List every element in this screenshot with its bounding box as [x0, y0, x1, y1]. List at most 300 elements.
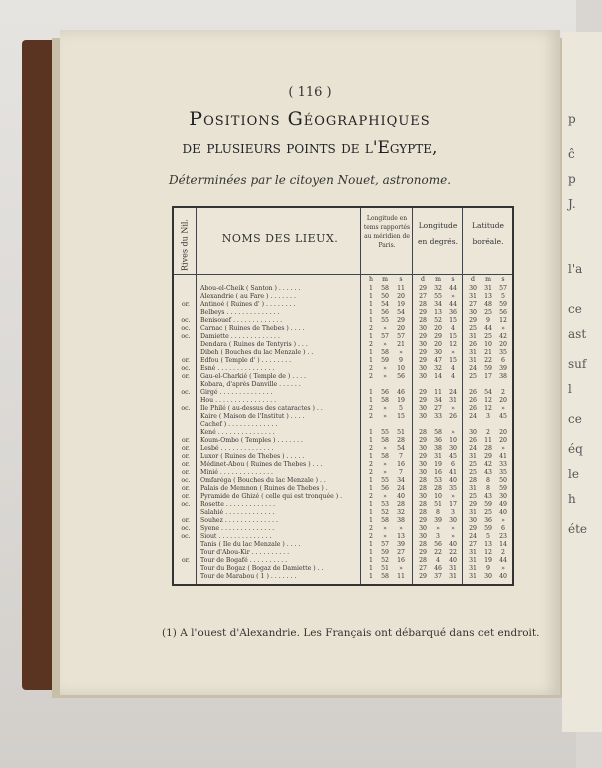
row-value: »	[399, 565, 403, 572]
row-value: 35	[499, 349, 507, 356]
row-value: 44	[499, 557, 507, 564]
row-value: 30	[449, 517, 457, 524]
row-value: »	[501, 517, 505, 524]
row-value: 51	[381, 565, 389, 572]
row-value: 27	[397, 549, 405, 556]
row-value: 3	[486, 413, 490, 420]
header-longitude-degres: Longitude en degrés.	[418, 221, 458, 246]
row-value: 8	[486, 477, 490, 484]
right-page-text-fragment: éq	[568, 442, 583, 456]
row-value: 57	[381, 541, 389, 548]
row-place-name: Pyramide de Ghizé ( celle qui est tronquée ) .	[200, 493, 343, 500]
row-value: 44	[484, 325, 492, 332]
row-value: 28	[419, 429, 427, 436]
row-value: 4	[451, 365, 455, 372]
row-rive: or.	[182, 485, 190, 492]
right-page-text-fragment: ast	[568, 327, 587, 341]
row-value: 7	[399, 469, 403, 476]
row-value: 28	[434, 485, 442, 492]
row-value: 31	[469, 357, 477, 364]
page-title-line1: Positions Géographiques	[189, 108, 431, 130]
unit-label: d	[421, 276, 425, 283]
row-value: 54	[397, 445, 405, 452]
row-value: 33	[499, 461, 507, 468]
row-value: 22	[434, 549, 442, 556]
row-value: 30	[419, 341, 427, 348]
row-value: 58	[381, 573, 389, 580]
row-place-name: Kobara, d'après Danville . . . . . .	[200, 381, 301, 388]
right-page-text-fragment: l'a	[568, 262, 583, 276]
row-value: 45	[449, 453, 457, 460]
row-value: 8	[486, 485, 490, 492]
row-value: 2	[501, 389, 505, 396]
row-value: 2	[369, 341, 373, 348]
row-value: 15	[449, 333, 457, 340]
row-place-name: Tour du Bogaz ( Bogaz de Damiette ) . .	[200, 565, 324, 572]
row-value: 15	[449, 317, 457, 324]
row-rive: oc.	[181, 525, 191, 532]
row-value: 12	[499, 317, 507, 324]
row-value: 28	[419, 541, 427, 548]
row-value: 32	[434, 285, 442, 292]
row-place-name: Koum-Ombo ( Temples ) . . . . . . .	[200, 437, 303, 444]
row-rive: oc.	[181, 533, 191, 540]
row-value: 27	[469, 541, 477, 548]
right-page-text-fragment: p	[568, 112, 576, 126]
row-value: 27	[419, 565, 427, 572]
row-value: »	[383, 445, 387, 452]
unit-label: d	[471, 276, 475, 283]
row-value: 58	[381, 397, 389, 404]
row-value: 37	[434, 573, 442, 580]
row-value: 57	[381, 333, 389, 340]
row-value: »	[383, 493, 387, 500]
row-value: 31	[434, 453, 442, 460]
right-page-text-fragment: h	[568, 492, 576, 506]
row-place-name: Minié . . . . . . . . . . . . . .	[200, 469, 274, 476]
row-value: 2	[369, 525, 373, 532]
row-value: 26	[469, 389, 477, 396]
row-value: 1	[369, 565, 373, 572]
row-rive: oc.	[181, 405, 191, 412]
row-place-name: Syene . . . . . . . . . . . . . .	[200, 525, 275, 532]
row-value: 19	[397, 397, 405, 404]
row-value: 28	[419, 301, 427, 308]
row-value: 29	[419, 517, 427, 524]
row-value: 32	[434, 365, 442, 372]
row-value: 12	[484, 397, 492, 404]
row-value: 31	[449, 565, 457, 572]
row-value: 4	[451, 373, 455, 380]
row-rive: or.	[182, 437, 190, 444]
row-value: 26	[469, 405, 477, 412]
row-value: 17	[449, 501, 457, 508]
row-value: 24	[449, 389, 457, 396]
row-value: 31	[484, 285, 492, 292]
table-row	[174, 573, 512, 582]
row-place-name: Kaire ( Maison de l'Institut ) . . . .	[200, 413, 305, 420]
row-value: 31	[449, 397, 457, 404]
row-value: 41	[499, 453, 507, 460]
row-value: 29	[419, 397, 427, 404]
row-value: 3	[436, 533, 440, 540]
row-value: 17	[484, 373, 492, 380]
row-value: 19	[397, 301, 405, 308]
row-value: 30	[469, 429, 477, 436]
row-value: 28	[484, 445, 492, 452]
unit-label: m	[485, 276, 491, 283]
row-value: 58	[434, 429, 442, 436]
row-place-name: Dibeh ( Bouches du lac Menzale ) . .	[200, 349, 314, 356]
row-value: 2	[369, 325, 373, 332]
row-value: 1	[369, 517, 373, 524]
row-value: 34	[397, 477, 405, 484]
row-value: 1	[369, 477, 373, 484]
row-value: 1	[369, 357, 373, 364]
row-value: »	[501, 565, 505, 572]
row-place-name: Cachef ) . . . . . . . . . . . . .	[200, 421, 278, 428]
row-value: »	[501, 405, 505, 412]
row-value: 6	[451, 461, 455, 468]
row-value: 30	[419, 525, 427, 532]
row-value: 11	[434, 389, 442, 396]
row-place-name: Alexandrie ( au Fare ) . . . . . . .	[200, 293, 296, 300]
row-rive: oc.	[181, 333, 191, 340]
row-value: 52	[381, 509, 389, 516]
row-value: 3	[451, 509, 455, 516]
row-value: »	[383, 469, 387, 476]
row-value: 39	[434, 517, 442, 524]
row-value: 9	[486, 565, 490, 572]
row-value: 31	[449, 573, 457, 580]
row-value: 1	[369, 333, 373, 340]
row-value: 59	[499, 301, 507, 308]
row-value: 42	[484, 461, 492, 468]
row-value: 1	[369, 317, 373, 324]
row-value: 31	[469, 509, 477, 516]
row-value: »	[451, 525, 455, 532]
right-page-text-fragment: éte	[568, 522, 588, 536]
row-place-name: Gau-el-Charkié ( Temple de ) . . . .	[200, 373, 307, 380]
row-value: 15	[449, 357, 457, 364]
row-value: 31	[469, 293, 477, 300]
row-value: 39	[397, 541, 405, 548]
row-value: 30	[419, 405, 427, 412]
row-value: 4	[451, 325, 455, 332]
row-value: »	[451, 533, 455, 540]
header-rives: Rives du Nil.	[180, 219, 190, 271]
row-value: 2	[369, 445, 373, 452]
row-value: 30	[469, 517, 477, 524]
row-value: 25	[484, 509, 492, 516]
row-value: 40	[449, 477, 457, 484]
row-value: 59	[484, 525, 492, 532]
row-value: 2	[369, 493, 373, 500]
row-value: »	[383, 325, 387, 332]
row-value: 25	[484, 333, 492, 340]
row-value: 58	[381, 453, 389, 460]
row-value: »	[436, 525, 440, 532]
row-value: 10	[397, 365, 405, 372]
row-value: 10	[434, 493, 442, 500]
row-value: 1	[369, 501, 373, 508]
row-value: 59	[381, 549, 389, 556]
row-value: 30	[469, 285, 477, 292]
row-value: 35	[499, 469, 507, 476]
row-value: »	[399, 349, 403, 356]
row-rive: oc.	[181, 477, 191, 484]
row-value: 26	[469, 437, 477, 444]
row-rive: or.	[182, 301, 190, 308]
row-value: 31	[469, 565, 477, 572]
row-value: 1	[369, 509, 373, 516]
row-place-name: Luxor ( Ruines de Thebes ) . . . . .	[200, 453, 305, 460]
row-value: 1	[369, 285, 373, 292]
row-value: 20	[499, 429, 507, 436]
row-value: 31	[469, 349, 477, 356]
row-value: 24	[469, 413, 477, 420]
row-value: 27	[469, 301, 477, 308]
row-value: 29	[469, 317, 477, 324]
row-place-name: Girgé . . . . . . . . . . . . . .	[200, 389, 273, 396]
row-place-name: Tour d'Abou-Kir . . . . . . . . . .	[200, 549, 290, 556]
row-value: 30	[484, 573, 492, 580]
row-value: 20	[499, 397, 507, 404]
row-value: 7	[399, 453, 403, 460]
header-longitude-temps: Longitude en tems rapportés au méridien de Paris.	[363, 215, 411, 249]
row-value: 1	[369, 293, 373, 300]
row-value: 16	[397, 461, 405, 468]
row-value: 49	[499, 501, 507, 508]
row-rive: oc.	[181, 325, 191, 332]
row-value: 29	[419, 333, 427, 340]
row-value: 13	[434, 309, 442, 316]
unit-label: m	[382, 276, 388, 283]
row-value: 58	[381, 349, 389, 356]
row-value: 1	[369, 309, 373, 316]
row-value: 28	[397, 501, 405, 508]
row-value: 25	[469, 461, 477, 468]
row-value: 19	[484, 557, 492, 564]
row-value: 30	[419, 365, 427, 372]
row-value: 21	[397, 341, 405, 348]
row-value: 1	[369, 549, 373, 556]
row-value: 19	[434, 461, 442, 468]
row-value: 2	[369, 405, 373, 412]
row-value: 30	[419, 493, 427, 500]
row-place-name: Edfou ( Temple d' ) . . . . . . . .	[200, 357, 292, 364]
row-value: 56	[381, 485, 389, 492]
row-value: 44	[449, 285, 457, 292]
row-rive: or.	[182, 517, 190, 524]
row-value: 30	[419, 325, 427, 332]
row-value: 31	[469, 333, 477, 340]
row-value: 33	[434, 413, 442, 420]
page-subtitle: Déterminées par le citoyen Nouet, astronome.	[168, 173, 452, 187]
row-value: 30	[419, 533, 427, 540]
row-value: 1	[369, 573, 373, 580]
row-value: 30	[434, 349, 442, 356]
row-value: 40	[499, 509, 507, 516]
row-value: 29	[469, 501, 477, 508]
row-value: 56	[434, 541, 442, 548]
row-value: 22	[449, 549, 457, 556]
row-value: 10	[449, 437, 457, 444]
row-value: 15	[397, 413, 405, 420]
row-value: 43	[484, 469, 492, 476]
row-value: 12	[484, 549, 492, 556]
row-value: 48	[484, 301, 492, 308]
row-value: 38	[397, 517, 405, 524]
row-value: »	[501, 325, 505, 332]
right-page-text-fragment: le	[568, 467, 579, 481]
row-value: 11	[397, 573, 405, 580]
row-value: 51	[434, 501, 442, 508]
row-value: 5	[486, 533, 490, 540]
row-value: »	[383, 341, 387, 348]
row-place-name: Siout . . . . . . . . . . . . . .	[200, 533, 272, 540]
row-value: 29	[419, 389, 427, 396]
row-value: 58	[381, 517, 389, 524]
row-place-name: Tour de Bogafé . . . . . . . . . .	[200, 557, 288, 564]
row-value: 30	[499, 493, 507, 500]
row-value: 30	[419, 413, 427, 420]
row-value: 31	[469, 557, 477, 564]
row-value: 29	[469, 525, 477, 532]
row-value: 52	[434, 317, 442, 324]
row-value: 2	[369, 365, 373, 372]
row-value: »	[451, 349, 455, 356]
row-value: 56	[499, 309, 507, 316]
row-value: 10	[484, 341, 492, 348]
units-row	[174, 276, 512, 285]
row-value: 25	[469, 373, 477, 380]
row-value: »	[383, 525, 387, 532]
unit-label: m	[435, 276, 441, 283]
row-value: 30	[419, 445, 427, 452]
row-value: »	[383, 533, 387, 540]
row-value: 47	[434, 357, 442, 364]
unit-label: s	[451, 276, 455, 283]
row-rive: or.	[182, 373, 190, 380]
row-value: »	[383, 461, 387, 468]
row-value: »	[399, 525, 403, 532]
row-value: 54	[397, 309, 405, 316]
row-value: 29	[419, 349, 427, 356]
row-rive: or.	[182, 357, 190, 364]
row-value: 1	[369, 453, 373, 460]
row-rive: or.	[182, 557, 190, 564]
row-value: 29	[484, 453, 492, 460]
row-value: 20	[499, 437, 507, 444]
row-rive: or.	[182, 469, 190, 476]
row-value: »	[451, 429, 455, 436]
row-value: 14	[499, 541, 507, 548]
unit-label: s	[399, 276, 403, 283]
row-rive: oc.	[181, 365, 191, 372]
row-place-name: Carnac ( Ruines de Thebes ) . . . .	[200, 325, 305, 332]
row-place-name: Médinet-Abou ( Ruines de Thebes ) . . .	[200, 461, 323, 468]
row-value: 55	[381, 477, 389, 484]
row-value: »	[383, 405, 387, 412]
row-value: 39	[499, 365, 507, 372]
right-page-text-fragment: ce	[568, 302, 582, 316]
row-place-name: Dendara ( Ruines de Tentyris ) . . .	[200, 341, 308, 348]
row-value: 40	[449, 541, 457, 548]
row-value: 20	[499, 341, 507, 348]
row-value: »	[383, 413, 387, 420]
positions-table	[172, 206, 514, 586]
row-value: 56	[381, 389, 389, 396]
row-value: 32	[397, 509, 405, 516]
row-value: 13	[484, 293, 492, 300]
header-noms: NOMS DES LIEUX.	[221, 232, 339, 245]
row-value: 25	[484, 309, 492, 316]
row-value: 2	[369, 373, 373, 380]
row-place-name: Palais de Memnon ( Ruines de Thebes ) .	[200, 485, 328, 492]
row-value: 46	[397, 389, 405, 396]
row-value: 1	[369, 429, 373, 436]
row-value: 31	[469, 485, 477, 492]
row-value: 2	[369, 533, 373, 540]
row-value: 2	[369, 413, 373, 420]
row-value: 52	[381, 557, 389, 564]
row-value: 28	[469, 477, 477, 484]
row-value: 26	[449, 413, 457, 420]
row-value: 28	[419, 509, 427, 516]
row-value: 44	[449, 301, 457, 308]
header-latitude: Latitude boréale.	[472, 221, 504, 246]
row-value: 24	[469, 533, 477, 540]
row-value: 1	[369, 485, 373, 492]
row-value: 26	[469, 397, 477, 404]
row-place-name: Abou-el-Cheik ( Santon ) . . . . . .	[200, 285, 301, 292]
left-page	[60, 30, 560, 695]
row-value: 30	[419, 461, 427, 468]
row-place-name: Hou . . . . . . . . . . . . . . . .	[200, 397, 277, 404]
row-value: 40	[397, 493, 405, 500]
row-value: 4	[436, 557, 440, 564]
row-rive: oc.	[181, 317, 191, 324]
row-value: 20	[434, 341, 442, 348]
row-place-name: Belbeys . . . . . . . . . . . . . .	[200, 309, 280, 316]
row-value: 1	[369, 301, 373, 308]
row-value: 41	[449, 469, 457, 476]
row-value: 58	[381, 285, 389, 292]
row-value: 28	[419, 317, 427, 324]
row-rive: or.	[182, 445, 190, 452]
row-value: 59	[499, 485, 507, 492]
row-value: 25	[469, 469, 477, 476]
row-value: 24	[469, 365, 477, 372]
row-value: »	[383, 373, 387, 380]
row-value: 58	[381, 437, 389, 444]
unit-label: s	[501, 276, 505, 283]
row-value: 20	[397, 325, 405, 332]
row-value: 55	[381, 317, 389, 324]
row-value: 1	[369, 437, 373, 444]
row-value: 57	[397, 333, 405, 340]
row-value: 59	[484, 365, 492, 372]
row-value: 24	[469, 445, 477, 452]
row-value: 1	[369, 397, 373, 404]
row-value: 56	[397, 373, 405, 380]
row-value: 6	[501, 525, 505, 532]
row-value: 54	[381, 301, 389, 308]
row-value: 13	[397, 533, 405, 540]
row-value: 51	[397, 429, 405, 436]
row-value: 13	[484, 541, 492, 548]
